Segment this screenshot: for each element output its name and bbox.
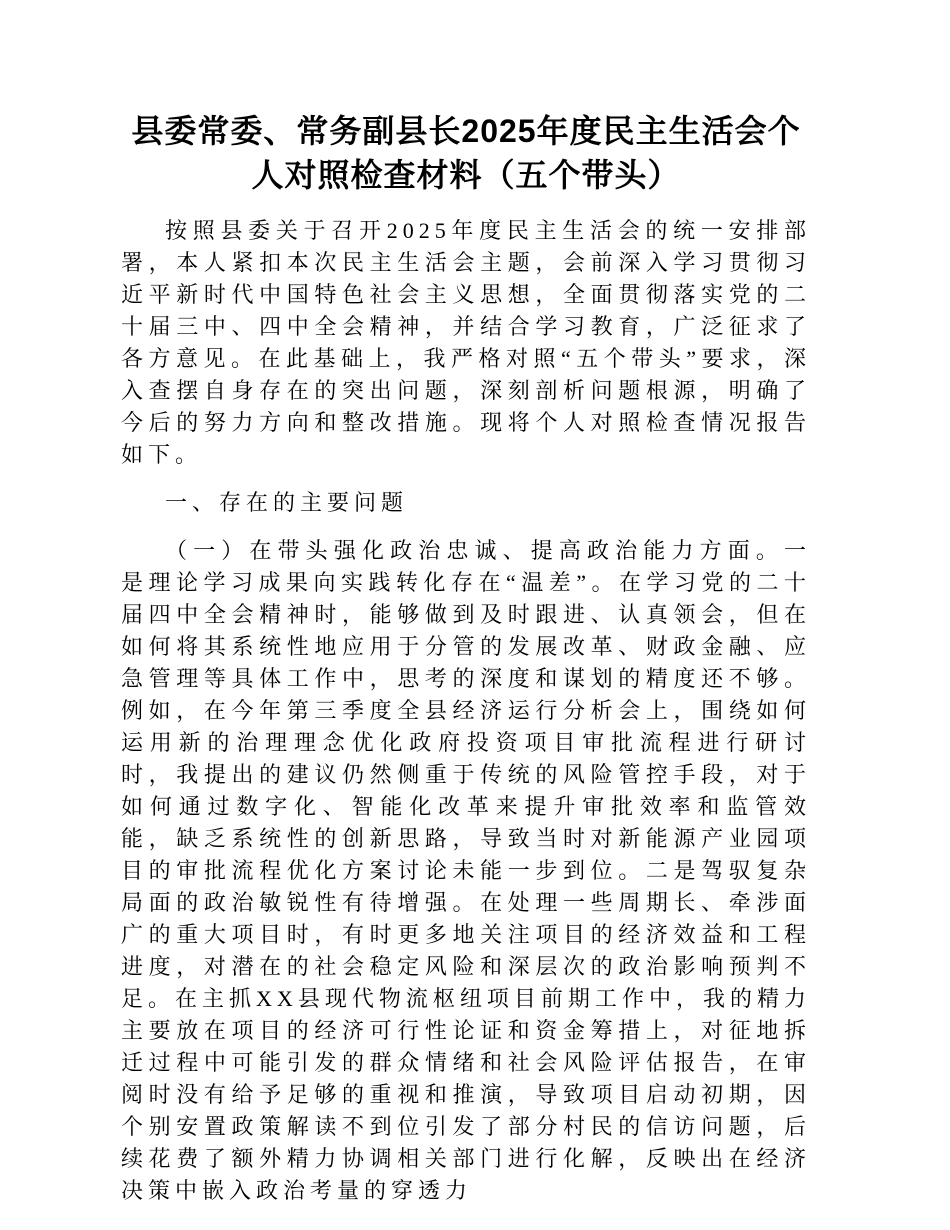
intro-paragraph: 按照县委关于召开2025年度民主生活会的统一安排部署，本人紧扣本次民主生活会主题，会前深入学习贯彻习近平新时代中国特色社会主义思想，全面贯彻落实党的二十届三中、四中全会精神，并结合学习教育，广泛征求了各方意见。在此基础上，我严格对照“五个带头”要求，深入查摆自身存在的突出问题，深刻剖析问题根源，明确了今后的努力方向和整改措施。现将个人对照检查情况报告如下。 (121, 218, 811, 467)
section-1-heading: 一、存在的主要问题 (165, 490, 409, 515)
document-title: 县委常委、常务副县长2025年度民主生活会个人对照检查材料（五个带头） (131, 113, 801, 193)
section-1-body-paragraph: （一）在带头强化政治忠诚、提高政治能力方面。一是理论学习成果向实践转化存在“温差”。在学习党的二十届四中全会精神时，能够做到及时跟进、认真领会，但在如何将其系统性地应用于分管的发展改革、财政金融、应急管理等具体工作中，思考的深度和谋划的精度还不够。例如，在今年第三季度全县经济运行分析会上，围绕如何运用新的治理理念优化政府投资项目审批流程进行研讨时，我提出的建议仍然侧重于传统的风险管控手段，对于如何通过数字化、智能化改革来提升审批效率和监管效能，缺乏系统性的创新思路，导致当时对新能源产业园项目的审批流程优化方案讨论未能一步到位。二是驾驭复杂局面的政治敏锐性有待增强。在处理一些周期长、牵涉面广的重大项目时，有时更多地关注项目的经济效益和工程进度，对潜在的社会稳定风险和深层次的政治影响预判不足。在主抓XX县现代物流枢纽项目前期工作中，我的精力主要放在项目的经济可行性论证和资金筹措上，对征地拆迁过程中可能引发的群众情绪和社会风险评估报告，在审阅时没有给予足够的重视和推演，导致项目启动初期，因个别安置政策解读不到位引发了部分村民的信访问题，后续花费了额外精力协调相关部门进行化解，反映出在经济决策中嵌入政治考量的穿透力 (121, 538, 811, 1203)
document-content (121, 0, 811, 1223)
